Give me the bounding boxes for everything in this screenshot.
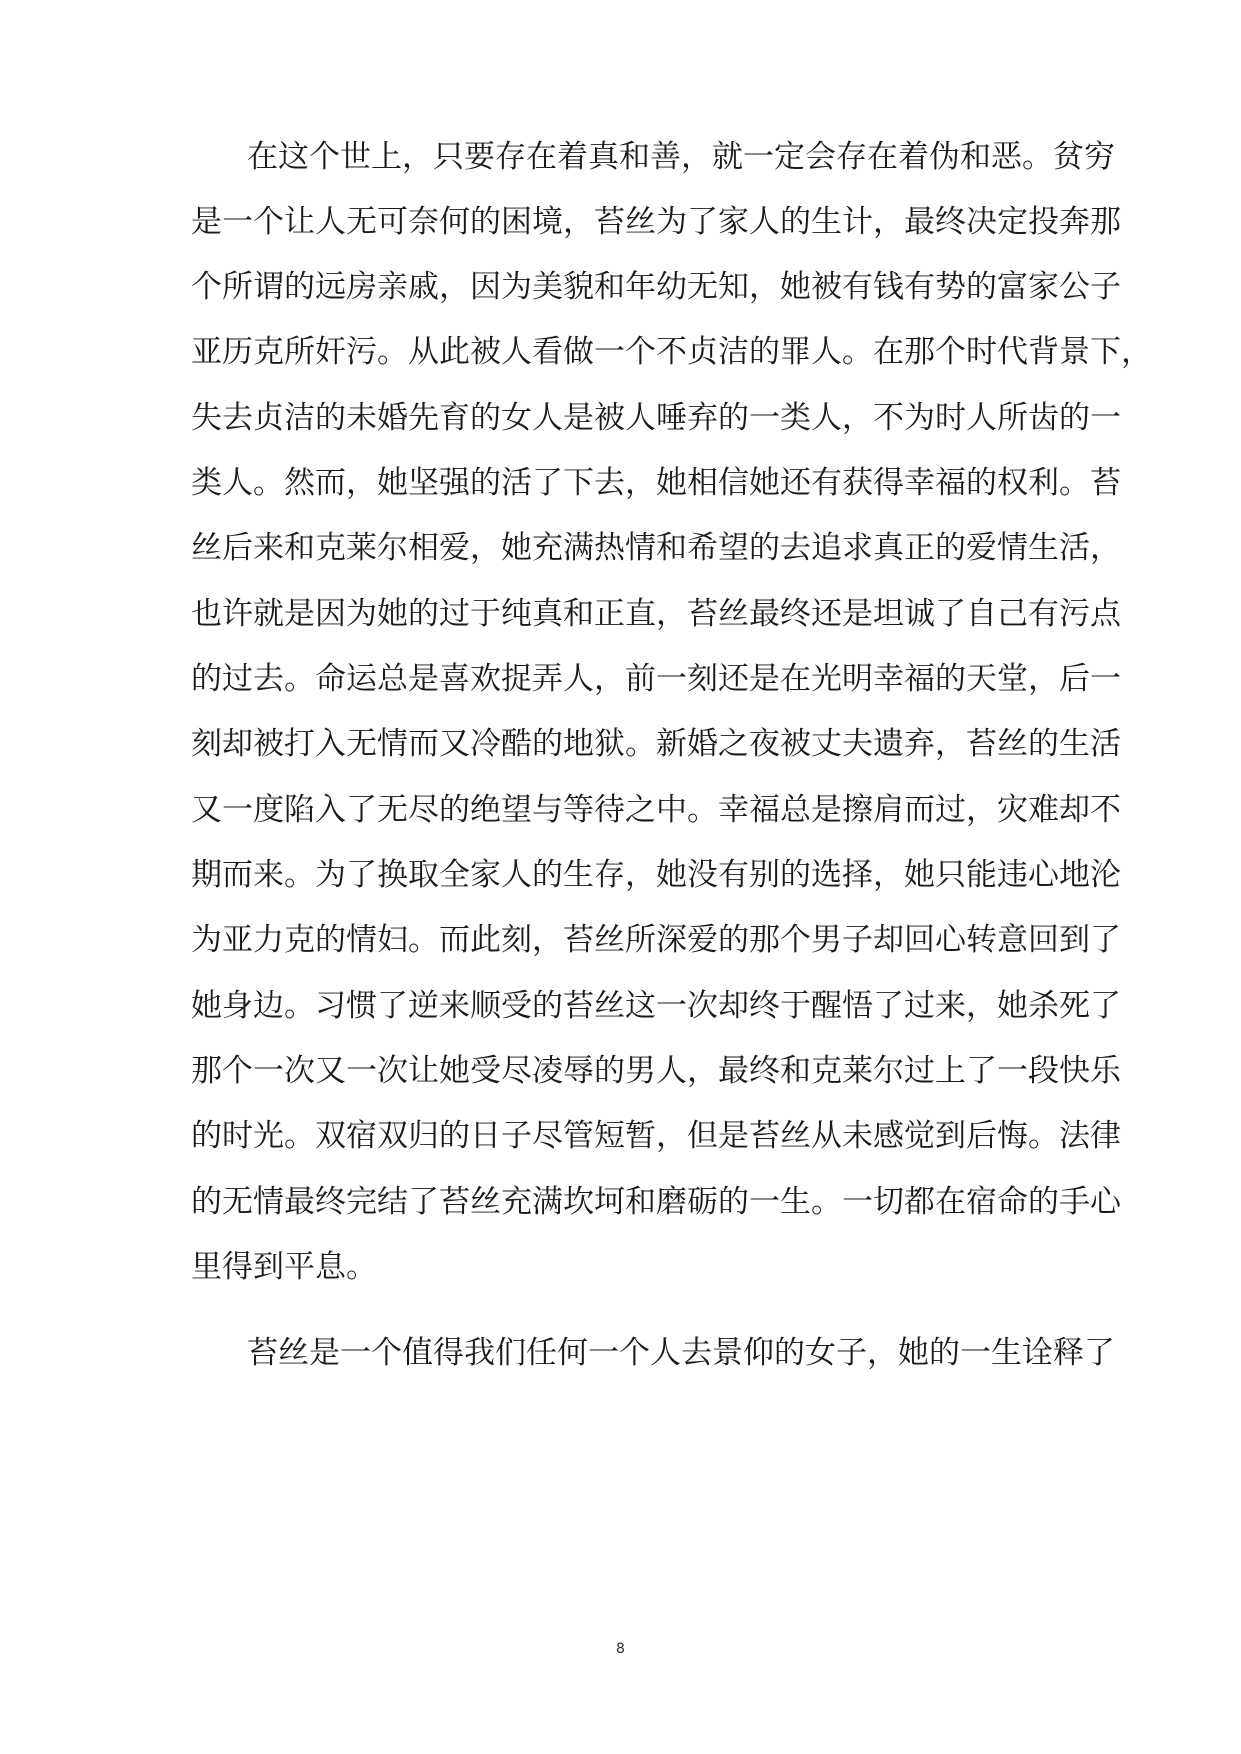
paragraph-1-line-6: 类人。然而，她坚强的活了下去，她相信她还有获得幸福的权利。苔	[191, 465, 1121, 501]
paragraph-1-line-12: 期而来。为了换取全家人的生存，她没有别的选择，她只能违心地沦	[191, 857, 1121, 893]
paragraph-1-line-9: 的过去。命运总是喜欢捉弄人，前一刻还是在光明幸福的天堂，后一	[191, 661, 1121, 697]
paragraph-1-line-13: 为亚力克的情妇。而此刻，苔丝所深爱的那个男子却回心转意回到了	[191, 922, 1121, 958]
paragraph-1-line-17: 的无情最终完结了苔丝充满坎坷和磨砺的一生。一切都在宿命的手心	[191, 1184, 1121, 1220]
paragraph-1-line-11: 又一度陷入了无尽的绝望与等待之中。幸福总是擦肩而过，灾难却不	[191, 792, 1121, 828]
paragraph-1-line-16: 的时光。双宿双归的日子尽管短暂，但是苔丝从未感觉到后悔。法律	[191, 1118, 1121, 1154]
paragraph-1-line-1: 在这个世上，只要存在着真和善，就一定会存在着伪和恶。贫穷	[247, 139, 1115, 175]
paragraph-1-line-15: 那个一次又一次让她受尽凌辱的男人，最终和克莱尔过上了一段快乐	[191, 1053, 1121, 1089]
paragraph-1-line-14: 她身边。习惯了逆来顺受的苔丝这一次却终于醒悟了过来，她杀死了	[191, 988, 1121, 1024]
paragraph-1-line-5: 失去贞洁的未婚先育的女人是被人唾弃的一类人，不为时人所齿的一	[191, 400, 1121, 436]
paragraph-1-line-8: 也许就是因为她的过于纯真和正直，苔丝最终还是坦诚了自己有污点	[191, 596, 1121, 632]
paragraph-1-line-18: 里得到平息。	[191, 1249, 377, 1285]
page-number: 8	[616, 1641, 625, 1657]
paragraph-1-line-10: 刻却被打入无情而又冷酷的地狱。新婚之夜被丈夫遗弃，苔丝的生活	[191, 726, 1121, 762]
paragraph-2-line-1: 苔丝是一个值得我们任何一个人去景仰的女子，她的一生诠释了	[247, 1335, 1115, 1371]
paragraph-1-line-2: 是一个让人无可奈何的困境，苔丝为了家人的生计，最终决定投奔那	[191, 204, 1121, 240]
paragraph-1-line-4: 亚历克所奸污。从此被人看做一个不贞洁的罪人。在那个时代背景下，	[191, 334, 1152, 370]
paragraph-1-line-7: 丝后来和克莱尔相爱，她充满热情和希望的去追求真正的爱情生活，	[191, 530, 1121, 566]
paragraph-1-line-3: 个所谓的远房亲戚，因为美貌和年幼无知，她被有钱有势的富家公子	[191, 269, 1121, 305]
